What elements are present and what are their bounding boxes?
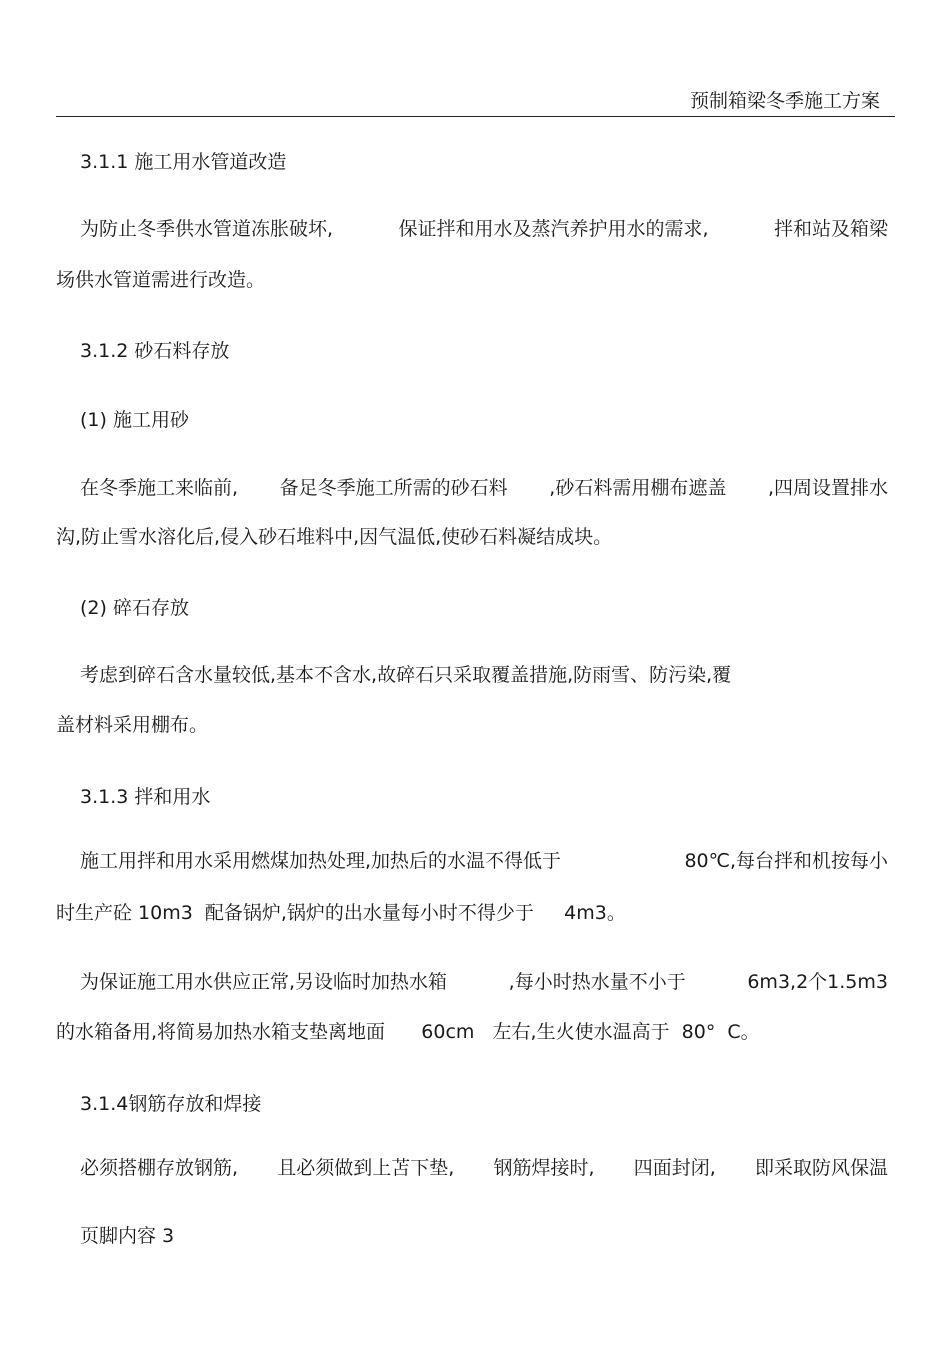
- text-segment: 保证拌和用水及蒸汽养护用水的需求,: [398, 218, 709, 240]
- page-footer: 页脚内容 3: [80, 1225, 175, 1247]
- text-segment: 施工用拌和用水采用燃煤加热处理,加热后的水温不得低于: [80, 850, 562, 872]
- text-segment: ,每小时热水量不小于: [508, 971, 686, 993]
- text-segment: 在冬季施工来临前,: [80, 477, 239, 499]
- paragraph-line: 考虑到碎石含水量较低,基本不含水,故碎石只采取覆盖措施,防雨雪、防污染,覆: [80, 664, 732, 686]
- paragraph-line: 沟,防止雪水溶化后,侵入砂石堆料中,因气温低,使砂石料凝结成块。: [56, 526, 613, 548]
- text-segment: 且必须做到上苫下垫,: [277, 1157, 455, 1179]
- text-segment: 80℃,每台拌和机按每小: [684, 850, 888, 872]
- paragraph-line: [80, 848, 888, 874]
- subsection-heading-gravel: (2) 碎石存放: [80, 597, 189, 619]
- text-segment: 6m3,2个1.5m3: [747, 971, 888, 993]
- text-segment: 必须搭棚存放钢筋,: [80, 1157, 239, 1179]
- section-heading-3-1-3: 3.1.3 拌和用水: [80, 786, 211, 808]
- paragraph-line: 场供水管道需进行改造。: [56, 269, 266, 291]
- section-heading-3-1-2: 3.1.2 砂石料存放: [80, 340, 230, 362]
- text-segment: ,四周设置排水: [767, 477, 888, 499]
- subsection-heading-sand: (1) 施工用砂: [80, 409, 189, 431]
- text-segment: 为保证施工用水供应正常,另设临时加热水箱: [80, 971, 448, 993]
- text-segment: 即采取防风保温: [754, 1157, 888, 1179]
- paragraph-line: [80, 475, 888, 501]
- paragraph-line: [80, 216, 888, 242]
- text-segment: 拌和站及箱梁: [773, 218, 888, 240]
- paragraph-line: 时生产砼 10m3 配备锅炉,锅炉的出水量每小时不得少于 4m3。: [56, 902, 626, 924]
- text-segment: ,砂石料需用棚布遮盖: [549, 477, 727, 499]
- header-divider: [56, 116, 895, 117]
- paragraph-line: [80, 969, 888, 995]
- text-segment: 钢筋焊接时,: [493, 1157, 595, 1179]
- text-segment: 为防止冬季供水管道冻胀破坏,: [80, 218, 334, 240]
- section-heading-3-1-4: 3.1.4钢筋存放和焊接: [80, 1093, 262, 1115]
- text-segment: 备足冬季施工所需的砂石料: [279, 477, 508, 499]
- running-header-title: 预制箱梁冬季施工方案: [689, 90, 880, 112]
- paragraph-line: [80, 1155, 888, 1181]
- section-heading-3-1-1: 3.1.1 施工用水管道改造: [80, 151, 287, 173]
- text-segment: 四面封闭,: [633, 1157, 716, 1179]
- paragraph-line: 的水箱备用,将简易加热水箱支垫离地面 60cm 左右,生火使水温高于 80° C。: [56, 1021, 760, 1043]
- paragraph-line: 盖材料采用棚布。: [56, 714, 209, 736]
